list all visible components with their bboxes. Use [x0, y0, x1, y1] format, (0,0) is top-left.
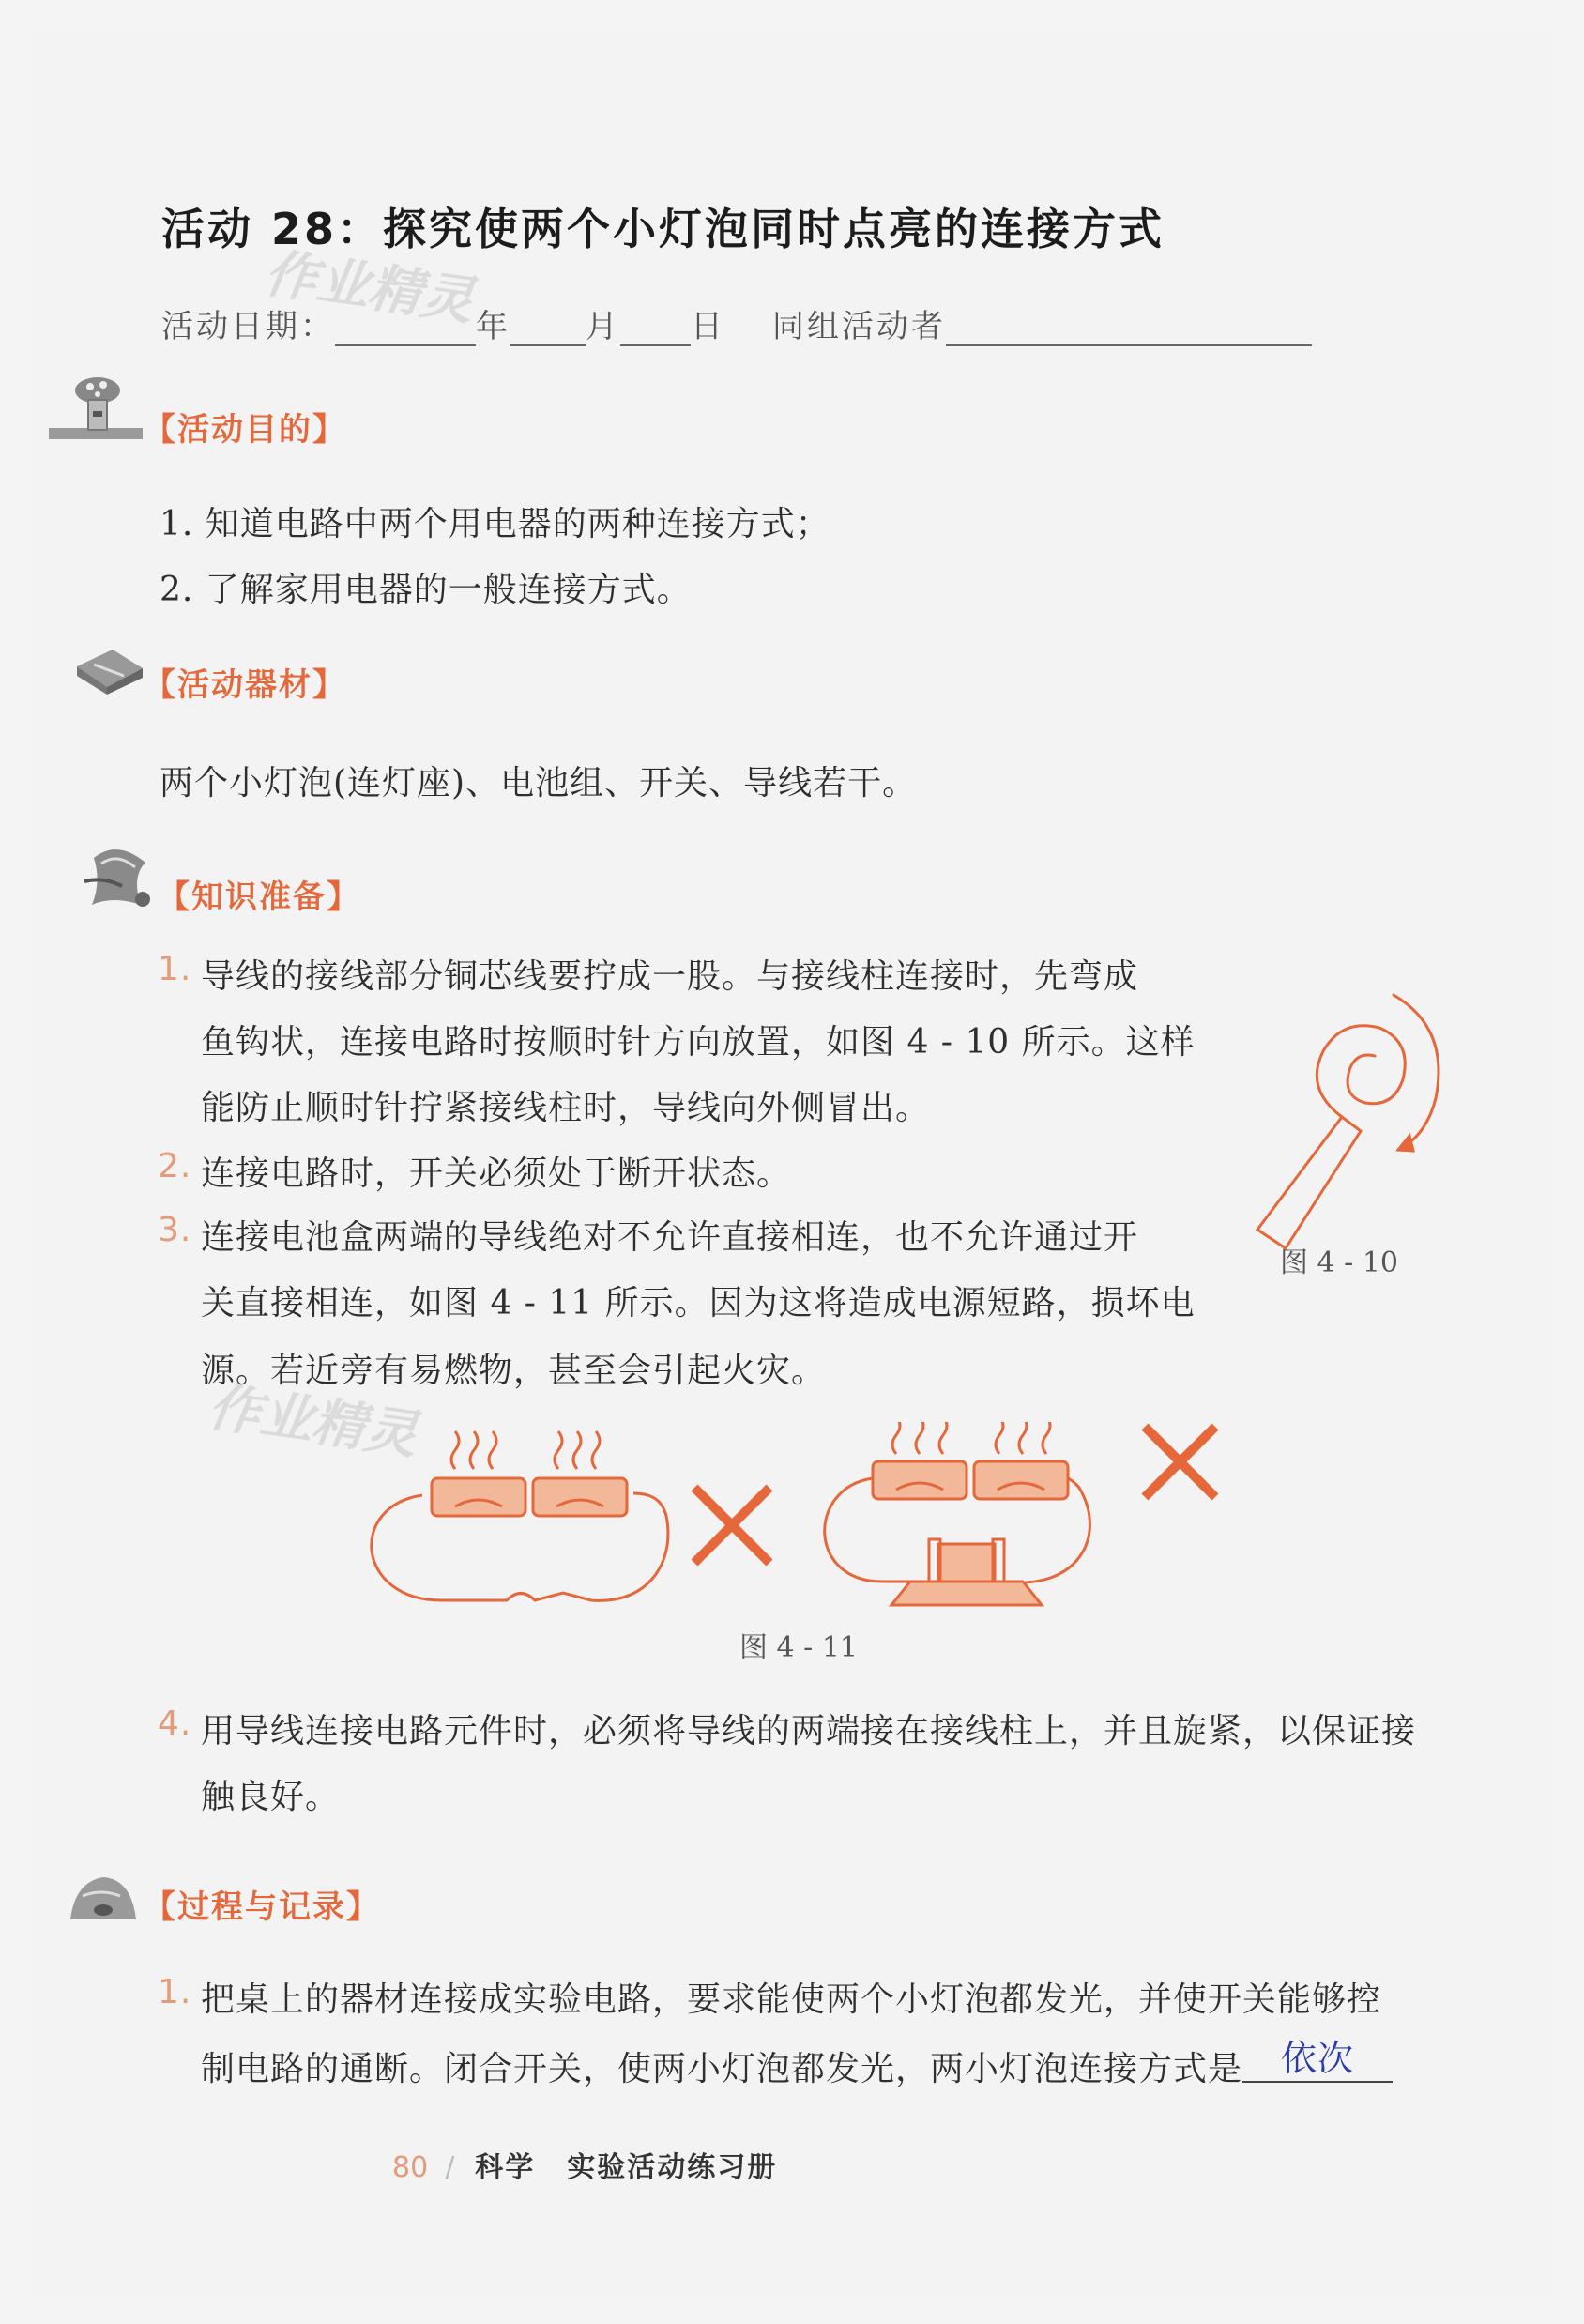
- date-day-blank[interactable]: [620, 313, 691, 346]
- knowledge-item-1-line-1: 导线的接线部分铜芯线要拧成一股。与接线柱连接时，先弯成: [201, 957, 1139, 996]
- figure-4-10-caption: 图 4 - 10: [1280, 1246, 1399, 1279]
- date-year-blank[interactable]: [335, 313, 476, 346]
- knowledge-item-3-line-3: 源。若近旁有易燃物，甚至会引起火灾。: [201, 1352, 827, 1390]
- page-title: 活动 28：探究使两个小灯泡同时点亮的连接方式: [161, 204, 1165, 254]
- section-heading-materials: 【活动器材】: [144, 666, 346, 704]
- section-heading-knowledge: 【知识准备】: [158, 879, 360, 916]
- knowledge-num-4: 4.: [158, 1705, 192, 1743]
- knowledge-item-4-line-1: 用导线连接电路元件时，必须将导线的两端接在接线柱上，并且旋紧，以保证接: [201, 1712, 1417, 1751]
- footer-book-title: 实验活动练习册: [567, 2151, 778, 2184]
- page-footer: [392, 2144, 777, 2185]
- book-icon: [75, 839, 160, 927]
- process-line-2-text: 制电路的通断。闭合开关，使两小灯泡都发光，两小灯泡连接方式是: [201, 2050, 1243, 2088]
- year-label: 年: [476, 308, 510, 345]
- date-line: [161, 300, 1312, 346]
- section-heading-process: 【过程与记录】: [144, 1888, 380, 1926]
- short-circuit-figure: [366, 1422, 1248, 1632]
- figure-4-11-caption: 图 4 - 11: [739, 1631, 859, 1664]
- materials-text: 两个小灯泡(连灯座)、电池组、开关、导线若干。: [160, 764, 918, 803]
- process-line-1: 把桌上的器材连接成实验电路，要求能使两个小灯泡都发光，并使开关能够控: [201, 1980, 1382, 2019]
- footer-subject: 科学: [475, 2151, 536, 2184]
- footer-separator: /: [445, 2151, 455, 2184]
- day-label: 日: [691, 308, 725, 345]
- partner-label: 同组活动者: [772, 308, 946, 345]
- knowledge-num-3: 3.: [158, 1211, 192, 1249]
- knowledge-item-2-line-1: 连接电路时，开关必须处于断开状态。: [201, 1154, 792, 1193]
- knowledge-item-1-line-3: 能防止顺时针拧紧接线柱时，导线向外侧冒出。: [201, 1089, 931, 1127]
- watermark: 作业精灵: [260, 242, 478, 333]
- partner-blank[interactable]: [946, 313, 1312, 346]
- knowledge-num-2: 2.: [158, 1147, 192, 1185]
- process-num-1: 1.: [158, 1973, 192, 2011]
- knowledge-item-4-line-2: 触良好。: [201, 1778, 341, 1816]
- knowledge-num-1: 1.: [158, 950, 192, 988]
- process-line-2: [201, 2039, 1393, 2092]
- date-label: 活动日期：: [161, 308, 335, 345]
- month-label: 月: [586, 308, 620, 345]
- page-number: 80: [392, 2151, 429, 2184]
- knowledge-item-3-line-1: 连接电池盒两端的导线绝对不允许直接相连，也不允许通过开: [201, 1218, 1139, 1257]
- knowledge-item-3-line-2: 关直接相连，如图 4 - 11 所示。因为这将造成电源短路，损坏电: [201, 1284, 1196, 1323]
- hook-wire-figure: [1229, 976, 1455, 1261]
- handwritten-answer: 依次: [1281, 2038, 1355, 2079]
- purpose-item-2: 2. 了解家用电器的一般连接方式。: [160, 571, 692, 609]
- rock-icon: [66, 1868, 141, 1928]
- knowledge-item-1-line-2: 鱼钩状，连接电路时按顺时针方向放置，如图 4 - 10 所示。这样: [201, 1023, 1196, 1062]
- purpose-item-1: 1. 知道电路中两个用电器的两种连接方式；: [160, 505, 830, 543]
- answer-blank[interactable]: [1242, 2029, 1393, 2083]
- section-heading-purpose: 【活动目的】: [144, 411, 346, 449]
- tools-icon: [75, 648, 145, 698]
- watermark: 作业精灵: [204, 1376, 421, 1467]
- date-month-blank[interactable]: [510, 313, 586, 346]
- mushroom-icon: [49, 374, 143, 445]
